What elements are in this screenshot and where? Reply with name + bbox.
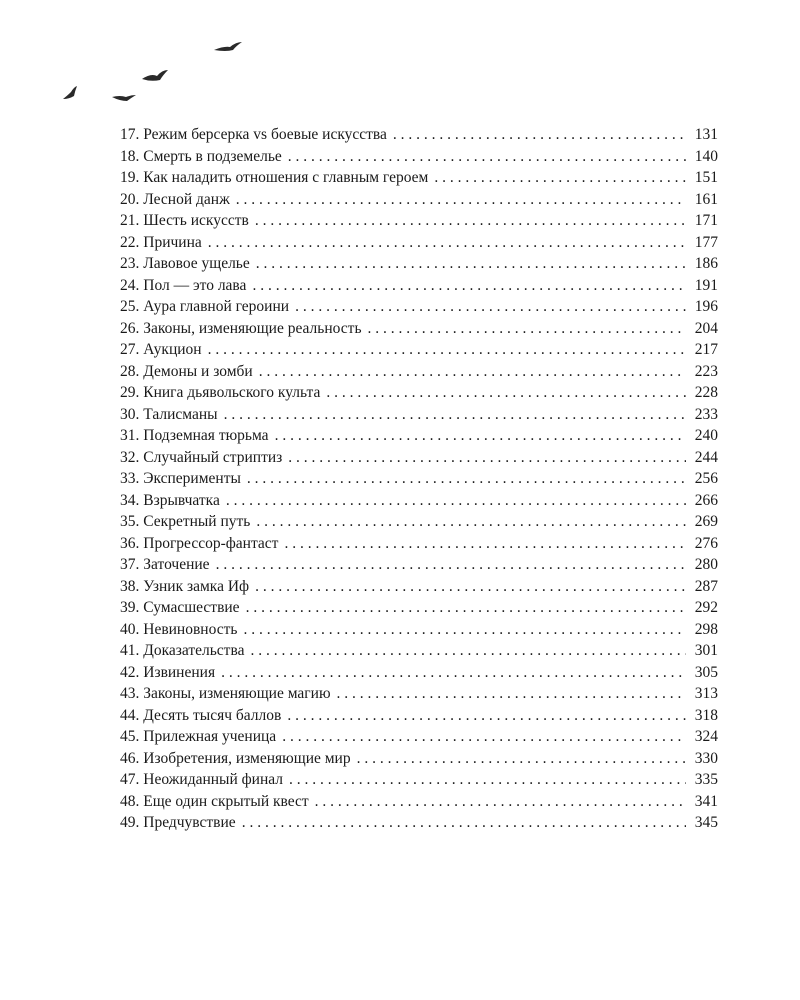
toc-entry-title: 28. Демоны и зомби bbox=[120, 362, 253, 380]
dot-leader bbox=[224, 404, 686, 426]
dot-leader bbox=[246, 597, 686, 619]
toc-entry-page: 335 bbox=[694, 771, 718, 788]
toc-entry-title: 32. Случайный стриптиз bbox=[120, 448, 283, 466]
toc-entry bbox=[120, 339, 718, 361]
dot-leader bbox=[368, 318, 686, 340]
toc-entry-page: 177 bbox=[694, 233, 718, 251]
toc-entry-title: 23. Лавовое ущелье bbox=[120, 255, 250, 272]
dot-leader bbox=[221, 662, 686, 684]
toc-entry-page: 318 bbox=[694, 706, 718, 724]
toc-entry-title: 40. Невиновность bbox=[120, 620, 238, 638]
toc-entry bbox=[120, 791, 718, 813]
toc-entry-title: 46. Изобретения, изменяющие мир bbox=[120, 749, 351, 767]
toc-entry-page: 305 bbox=[694, 663, 718, 681]
toc-entry bbox=[120, 404, 718, 426]
dot-leader bbox=[256, 511, 686, 533]
toc-entry-page: 313 bbox=[694, 685, 718, 702]
toc-entry bbox=[120, 146, 718, 168]
dot-leader bbox=[208, 232, 686, 254]
bird-icon bbox=[214, 42, 242, 51]
toc-entry-title: 30. Талисманы bbox=[120, 405, 218, 423]
birds-icon bbox=[0, 0, 260, 120]
toc-entry bbox=[120, 554, 718, 576]
toc-entry-title: 38. Узник замка Иф bbox=[120, 577, 250, 595]
toc-entry-page: 186 bbox=[694, 255, 718, 272]
toc-entry-page: 217 bbox=[694, 341, 718, 358]
toc-entry-page: 292 bbox=[694, 599, 718, 616]
toc-entry bbox=[120, 253, 718, 275]
toc-entry bbox=[120, 640, 718, 662]
bird-icon bbox=[142, 70, 168, 81]
toc-entry-page: 171 bbox=[694, 212, 718, 229]
toc-entry bbox=[120, 533, 718, 555]
toc-entry-title: 26. Законы, изменяющие реальность bbox=[120, 319, 362, 337]
toc-entry-title: 41. Доказательства bbox=[120, 642, 245, 659]
toc-entry-title: 42. Извинения bbox=[120, 663, 216, 681]
dot-leader bbox=[243, 619, 686, 641]
dot-leader bbox=[247, 468, 686, 490]
toc-entry bbox=[120, 425, 718, 447]
toc-entry-page: 345 bbox=[694, 814, 718, 831]
toc-entry bbox=[120, 597, 718, 619]
toc-entry-page: 223 bbox=[694, 362, 718, 380]
toc-entry-page: 269 bbox=[694, 513, 718, 530]
toc-entry bbox=[120, 318, 718, 340]
toc-entry bbox=[120, 167, 718, 189]
toc-entry-page: 280 bbox=[694, 556, 718, 573]
toc-entry bbox=[120, 490, 718, 512]
toc-entry-page: 298 bbox=[694, 620, 718, 638]
toc-entry bbox=[120, 769, 718, 791]
toc-entry-title: 18. Смерть в подземелье bbox=[120, 147, 282, 165]
toc-entry-page: 256 bbox=[694, 470, 718, 487]
toc-entry bbox=[120, 812, 718, 834]
dot-leader bbox=[250, 640, 686, 662]
toc-entry-title: 35. Секретный путь bbox=[120, 513, 251, 530]
dot-leader bbox=[295, 296, 686, 318]
toc-entry-page: 240 bbox=[694, 427, 718, 444]
toc-entry bbox=[120, 189, 718, 211]
dot-leader bbox=[226, 490, 686, 512]
toc-entry-title: 22. Причина bbox=[120, 233, 202, 251]
toc-entry-title: 48. Еще один скрытый квест bbox=[120, 792, 309, 810]
dot-leader bbox=[288, 146, 686, 168]
dot-leader bbox=[252, 275, 686, 297]
dot-leader bbox=[255, 210, 686, 232]
dot-leader bbox=[284, 533, 686, 555]
toc-entry-title: 39. Сумасшествие bbox=[120, 599, 240, 616]
dot-leader bbox=[208, 339, 686, 361]
toc-entry bbox=[120, 619, 718, 641]
toc-entry-title: 43. Законы, изменяющие магию bbox=[120, 685, 331, 702]
toc-entry-page: 191 bbox=[694, 276, 718, 294]
toc-entry-title: 31. Подземная тюрьма bbox=[120, 427, 269, 444]
dot-leader bbox=[434, 167, 686, 189]
toc-entry bbox=[120, 382, 718, 404]
dot-leader bbox=[337, 683, 686, 705]
toc-entry-title: 47. Неожиданный финал bbox=[120, 771, 284, 788]
dot-leader bbox=[242, 812, 686, 834]
toc-entry-page: 276 bbox=[694, 534, 718, 552]
toc-entry-page: 151 bbox=[694, 169, 718, 186]
toc-entry bbox=[120, 232, 718, 254]
toc-entry-title: 25. Аура главной героини bbox=[120, 298, 290, 315]
dot-leader bbox=[255, 576, 686, 598]
toc-entry-page: 244 bbox=[694, 448, 718, 466]
dot-leader bbox=[236, 189, 686, 211]
toc-entry bbox=[120, 683, 718, 705]
toc-entry-title: 37. Заточение bbox=[120, 556, 210, 573]
toc-entry bbox=[120, 511, 718, 533]
toc-entry bbox=[120, 296, 718, 318]
dot-leader bbox=[326, 382, 686, 404]
dot-leader bbox=[289, 769, 686, 791]
toc-entry bbox=[120, 726, 718, 748]
toc-entry-title: 21. Шесть искусств bbox=[120, 212, 249, 229]
dot-leader bbox=[282, 726, 686, 748]
dot-leader bbox=[288, 447, 686, 469]
toc-entry-title: 24. Пол — это лава bbox=[120, 276, 247, 294]
toc-entry-title: 49. Предчувствие bbox=[120, 814, 236, 831]
toc-entry-title: 27. Аукцион bbox=[120, 341, 202, 358]
toc-entry-page: 324 bbox=[694, 728, 718, 745]
toc-entry-page: 161 bbox=[694, 190, 718, 208]
dot-leader bbox=[357, 748, 686, 770]
toc-entry-page: 228 bbox=[694, 384, 718, 401]
bird-icon bbox=[112, 95, 136, 101]
toc-entry-page: 140 bbox=[694, 147, 718, 165]
toc-entry bbox=[120, 275, 718, 297]
toc-entry bbox=[120, 361, 718, 383]
toc-entry-title: 44. Десять тысяч баллов bbox=[120, 706, 282, 724]
dot-leader bbox=[216, 554, 686, 576]
toc-entry bbox=[120, 748, 718, 770]
dot-leader bbox=[259, 361, 686, 383]
toc-entry-page: 341 bbox=[694, 792, 718, 810]
dot-leader bbox=[275, 425, 686, 447]
toc-entry-page: 266 bbox=[694, 491, 718, 509]
toc-entry-page: 131 bbox=[694, 126, 718, 143]
toc-entry-title: 29. Книга дьявольского культа bbox=[120, 384, 321, 401]
toc-entry bbox=[120, 210, 718, 232]
dot-leader bbox=[315, 791, 686, 813]
toc-entry-title: 19. Как наладить отношения с главным героем bbox=[120, 169, 429, 186]
toc-entry bbox=[120, 447, 718, 469]
toc-entry bbox=[120, 576, 718, 598]
dot-leader bbox=[287, 705, 686, 727]
toc-entry-title: 20. Лесной данж bbox=[120, 190, 230, 208]
toc-entry-page: 196 bbox=[694, 298, 718, 315]
toc-entry bbox=[120, 124, 718, 146]
toc-entry-title: 17. Режим берсерка vs боевые искусства bbox=[120, 126, 387, 143]
toc-entry bbox=[120, 662, 718, 684]
toc-entry-title: 45. Прилежная ученица bbox=[120, 728, 277, 745]
bird-icon bbox=[63, 86, 77, 99]
toc-entry-page: 233 bbox=[694, 405, 718, 423]
toc-entry bbox=[120, 705, 718, 727]
toc-entry bbox=[120, 468, 718, 490]
toc-entry-page: 301 bbox=[694, 642, 718, 659]
table-of-contents bbox=[120, 124, 718, 834]
dot-leader bbox=[393, 124, 686, 146]
toc-entry-title: 36. Прогрессор-фантаст bbox=[120, 534, 279, 552]
toc-entry-page: 287 bbox=[694, 577, 718, 595]
toc-entry-title: 34. Взрывчатка bbox=[120, 491, 220, 509]
toc-entry-page: 330 bbox=[694, 749, 718, 767]
dot-leader bbox=[256, 253, 686, 275]
toc-entry-page: 204 bbox=[694, 319, 718, 337]
toc-entry-title: 33. Эксперименты bbox=[120, 470, 241, 487]
